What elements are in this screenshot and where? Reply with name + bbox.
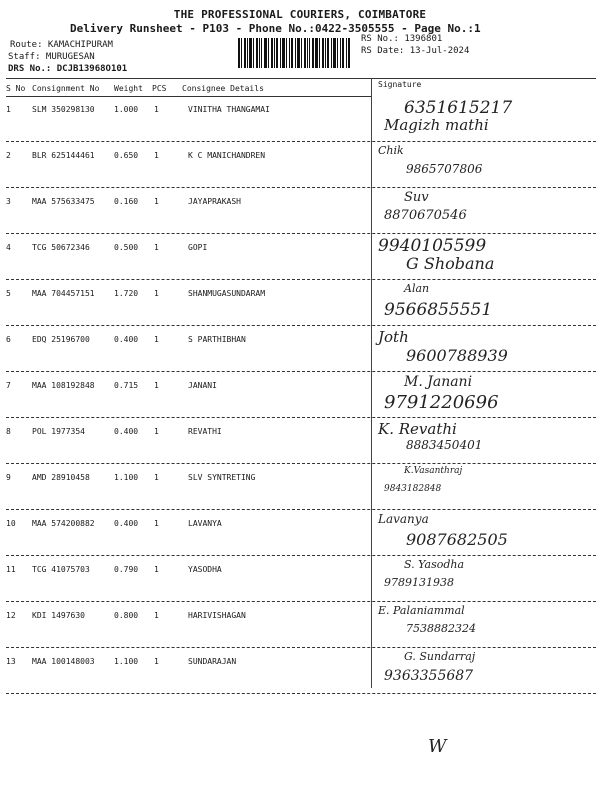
table-row (6, 142, 596, 188)
table-row (6, 188, 596, 234)
row-consignee-name: S PARTHIBHAN (188, 335, 246, 344)
row-sno: 6 (6, 335, 11, 344)
staff-label: Staff: MURUGESAN (8, 52, 95, 62)
row-pcs: 1 (154, 243, 159, 252)
signature-line-1: E. Palaniammal (378, 604, 465, 617)
table-row (6, 464, 596, 510)
signature-line-1: 6351615217 (404, 98, 513, 118)
row-pcs: 1 (154, 289, 159, 298)
row-pcs: 1 (154, 519, 159, 528)
row-consignment-number: MAA 575633475 (32, 197, 95, 206)
table-row (6, 96, 596, 142)
table-row (6, 372, 596, 418)
row-consignee-name: JANANI (188, 381, 217, 390)
signature-line-1: M. Janani (404, 374, 473, 390)
row-consignee-name: LAVANYA (188, 519, 222, 528)
runsheet-title: Delivery Runsheet - P103 - Phone No.:0422-3505555 - Page No.:1 (70, 22, 481, 35)
row-sno: 4 (6, 243, 11, 252)
row-pcs: 1 (154, 381, 159, 390)
row-consignee-name: SLV SYNTRETING (188, 473, 256, 482)
row-weight: 1.100 (114, 473, 139, 482)
row-pcs: 1 (154, 473, 159, 482)
row-pcs: 1 (154, 151, 159, 160)
signature-line-1: S. Yasodha (404, 558, 465, 571)
table-row (6, 280, 596, 326)
table-row (6, 556, 596, 602)
footer-initials: W (428, 736, 447, 757)
table-row (6, 510, 596, 556)
signature-line-2: 9789131938 (384, 576, 454, 589)
row-weight: 0.650 (114, 151, 139, 160)
row-consignment-number: TCG 41075703 (32, 565, 90, 574)
signature-line-2: 9566855551 (384, 300, 493, 320)
row-weight: 0.160 (114, 197, 139, 206)
row-consignee-name: REVATHI (188, 427, 222, 436)
signature-line-1: Lavanya (378, 512, 429, 526)
row-separator (6, 693, 596, 694)
table-row (6, 648, 596, 694)
route-label: Route: KAMACHIPURAM (10, 40, 113, 50)
row-weight: 0.800 (114, 611, 139, 620)
signature-line-1: Joth (378, 328, 409, 346)
row-sno: 10 (6, 519, 16, 528)
col-header-sno: S No (6, 84, 26, 93)
signature-line-2: Magizh mathi (384, 116, 489, 134)
row-consignee-name: YASODHA (188, 565, 222, 574)
row-consignment-number: AMD 28910458 (32, 473, 90, 482)
row-consignment-number: TCG 50672346 (32, 243, 90, 252)
row-consignment-number: SLM 350298130 (32, 105, 95, 114)
row-weight: 0.500 (114, 243, 139, 252)
row-sno: 3 (6, 197, 11, 206)
signature-line-2: G Shobana (406, 254, 495, 273)
signature-line-1: Suv (404, 190, 429, 205)
col-header-consignment: Consignment No (32, 84, 100, 93)
signature-line-2: 8883450401 (406, 438, 483, 452)
row-sno: 7 (6, 381, 11, 390)
row-weight: 0.790 (114, 565, 139, 574)
row-sno: 11 (6, 565, 16, 574)
row-consignee-name: JAYAPRAKASH (188, 197, 241, 206)
signature-line-1: K.Vasanthraj (404, 466, 463, 476)
row-consignment-number: MAA 704457151 (32, 289, 95, 298)
signature-line-2: 9865707806 (406, 162, 483, 176)
table-row (6, 326, 596, 372)
signature-line-2: 9600788939 (406, 346, 508, 365)
signature-line-1: G. Sundarraj (404, 650, 476, 663)
row-sno: 8 (6, 427, 11, 436)
barcode-image (238, 38, 350, 68)
row-sno: 12 (6, 611, 16, 620)
signature-line-2: 9843182848 (384, 484, 442, 494)
row-consignment-number: POL 1977354 (32, 427, 85, 436)
row-consignee-name: GOPI (188, 243, 208, 252)
col-header-pcs: PCS (152, 84, 167, 93)
row-weight: 0.400 (114, 519, 139, 528)
table-row (6, 418, 596, 464)
signature-line-2: 9087682505 (406, 530, 508, 549)
table-top-rule (6, 78, 596, 79)
table-row (6, 602, 596, 648)
row-sno: 5 (6, 289, 11, 298)
row-consignment-number: KDI 1497630 (32, 611, 85, 620)
signature-line-1: K. Revathi (378, 420, 457, 438)
signature-line-1: 9940105599 (378, 236, 487, 256)
row-consignee-name: SUNDARAJAN (188, 657, 237, 666)
row-weight: 1.100 (114, 657, 139, 666)
col-header-weight: Weight (114, 84, 143, 93)
signature-line-1: Chik (378, 144, 404, 157)
table-row (6, 234, 596, 280)
row-weight: 0.400 (114, 427, 139, 436)
row-sno: 13 (6, 657, 16, 666)
row-consignment-number: MAA 574200882 (32, 519, 95, 528)
row-sno: 2 (6, 151, 11, 160)
row-consignment-number: EDQ 25196700 (32, 335, 90, 344)
row-consignment-number: BLR 625144461 (32, 151, 95, 160)
row-pcs: 1 (154, 427, 159, 436)
signature-line-1: Alan (404, 282, 430, 295)
rs-number: RS No.: 1396801 (361, 34, 443, 44)
row-pcs: 1 (154, 657, 159, 666)
row-sno: 1 (6, 105, 11, 114)
signature-line-2: 9363355687 (384, 668, 474, 684)
col-header-signature: Signature (378, 80, 422, 89)
signature-line-2: 7538882324 (406, 622, 476, 635)
row-weight: 0.400 (114, 335, 139, 344)
signature-line-2: 8870670546 (384, 208, 467, 223)
row-consignee-name: HARIVISHAGAN (188, 611, 246, 620)
row-pcs: 1 (154, 565, 159, 574)
rs-date: RS Date: 13-Jul-2024 (361, 46, 470, 56)
col-header-consignee: Consignee Details (182, 84, 264, 93)
row-weight: 1.720 (114, 289, 139, 298)
row-pcs: 1 (154, 611, 159, 620)
signature-line-2: 9791220696 (384, 392, 499, 413)
row-pcs: 1 (154, 105, 159, 114)
row-weight: 1.000 (114, 105, 139, 114)
row-sno: 9 (6, 473, 11, 482)
row-consignee-name: K C MANICHANDREN (188, 151, 266, 160)
row-consignee-name: VINITHA THANGAMAI (188, 105, 270, 114)
row-pcs: 1 (154, 197, 159, 206)
company-title: THE PROFESSIONAL COURIERS, COIMBATORE (173, 8, 427, 21)
runsheet-table (6, 78, 596, 688)
drs-number: DRS No.: DCJB13968O101 (8, 64, 128, 74)
row-consignee-name: SHANMUGASUNDARAM (188, 289, 266, 298)
row-consignment-number: MAA 108192848 (32, 381, 95, 390)
row-pcs: 1 (154, 335, 159, 344)
row-consignment-number: MAA 100148003 (32, 657, 95, 666)
row-weight: 0.715 (114, 381, 139, 390)
